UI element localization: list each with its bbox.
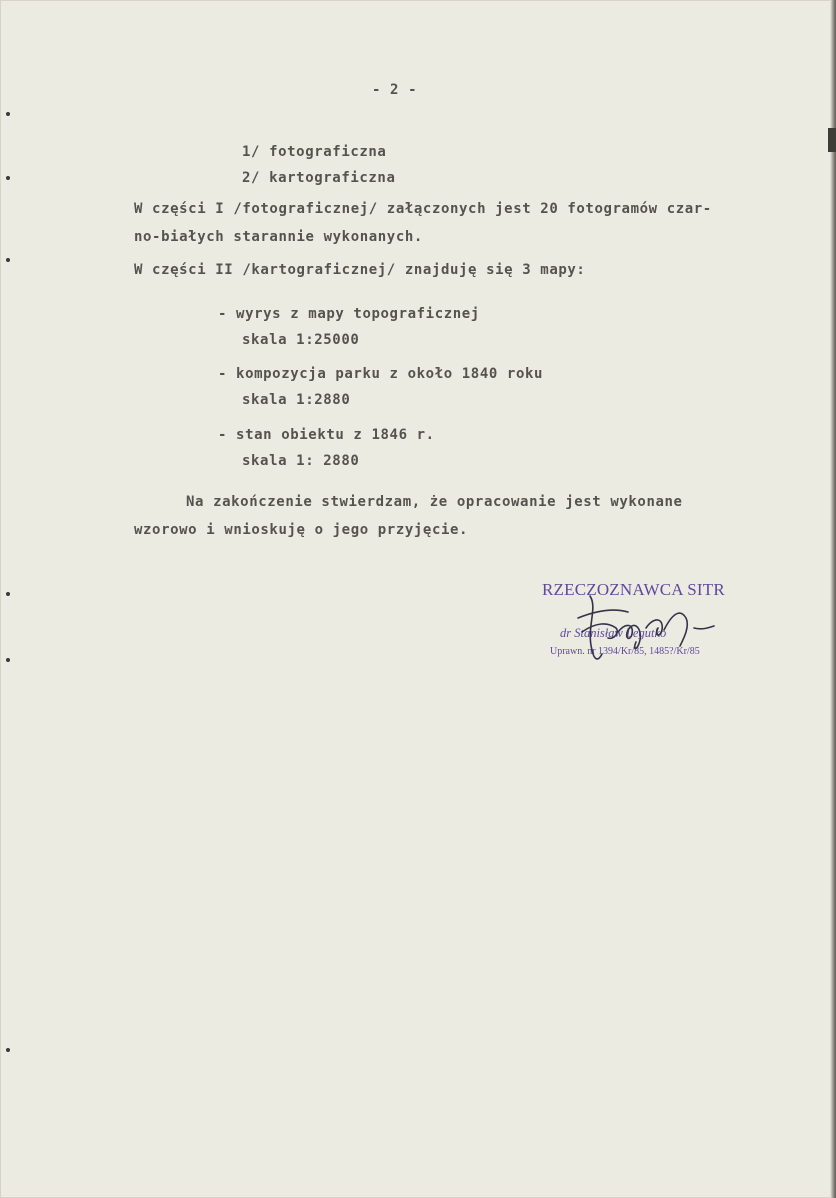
list-item: 2/ kartograficzna [242,170,396,186]
handwritten-signature [568,588,738,668]
map-scale: skala 1:25000 [242,332,360,348]
punch-hole [6,112,10,116]
paragraph-line: W części I /fotograficznej/ załączonych jest 20 fotogramów czar- [134,201,712,217]
map-scale: skala 1:2880 [242,392,351,408]
map-list-item: - kompozycja parku z około 1840 roku [218,366,544,382]
stamp-title: RZECZOZNAWCA SITR [542,580,725,599]
punch-hole [6,658,10,662]
list-item: 1/ fotograficzna [242,144,387,160]
paragraph-line: wzorowo i wnioskuję o jego przyjęcie. [134,522,469,538]
stamp-name: dr Stanisław Legutko [560,626,667,640]
map-list-item: - stan obiektu z 1846 r. [218,427,435,443]
punch-hole [6,592,10,596]
punch-hole [6,176,10,180]
punch-hole [6,1048,10,1052]
binding-mark [828,128,836,152]
paragraph-line: W części II /kartograficznej/ znajduję się 3 mapy: [134,262,586,278]
map-scale: skala 1: 2880 [242,453,360,469]
punch-hole [6,258,10,262]
page-number: - 2 - [372,82,418,98]
map-list-item: - wyrys z mapy topograficznej [218,306,480,322]
paragraph-line: no-białych starannie wykonanych. [134,229,423,245]
stamp-registration: Uprawn. nr 1394/Kr/85, 1485?/Kr/85 [550,646,700,657]
paragraph-line: Na zakończenie stwierdzam, że opracowanie jest wykonane [186,494,683,510]
page-edge-shadow [830,0,836,1198]
